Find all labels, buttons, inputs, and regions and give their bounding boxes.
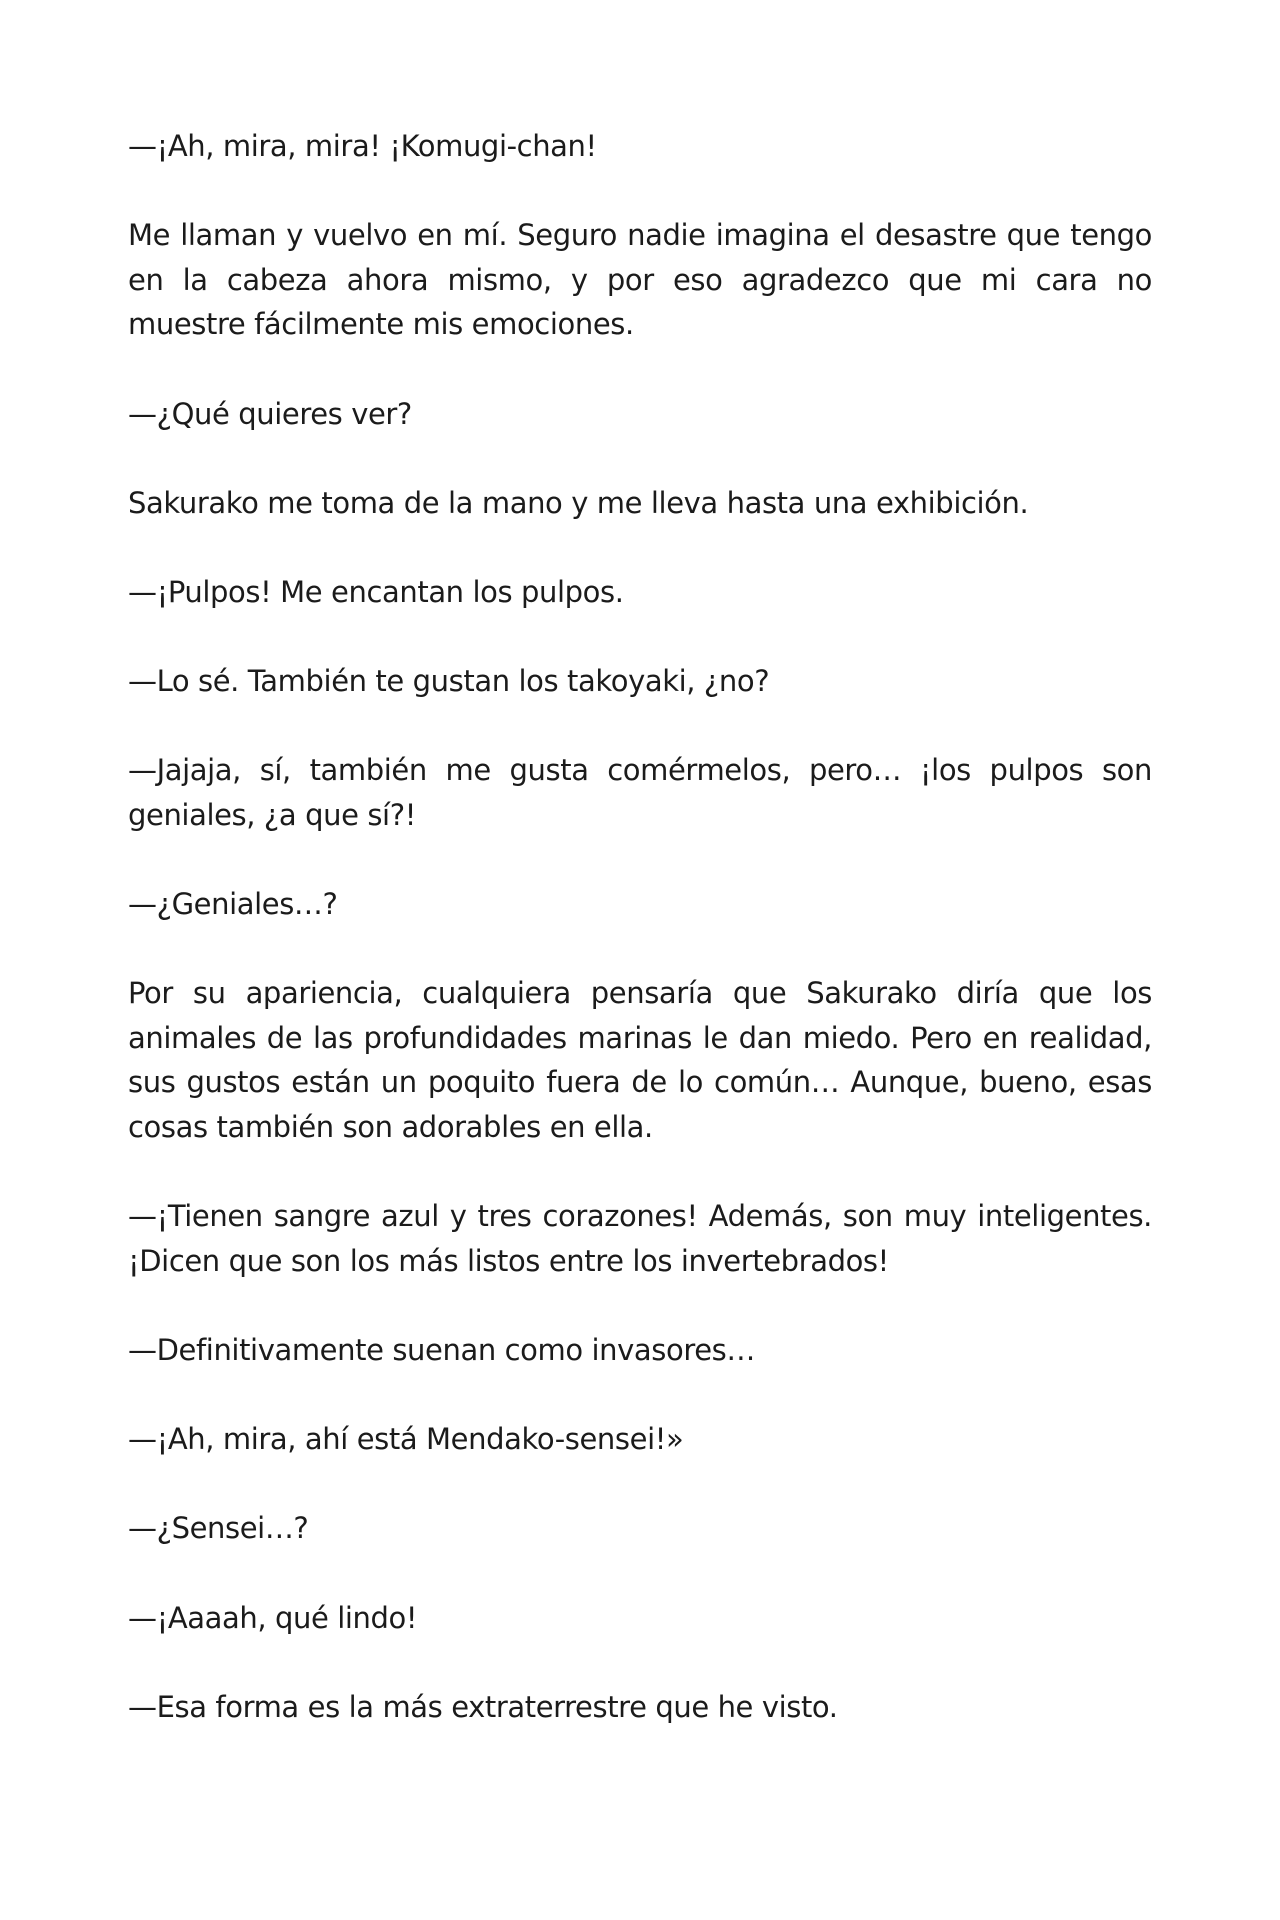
dialogue-paragraph: —¡Pulpos! Me encantan los pulpos. bbox=[128, 574, 624, 609]
dialogue-paragraph: —Lo sé. También te gustan los takoyaki, ¿no? bbox=[128, 664, 770, 699]
dialogue-paragraph: —¿Sensei…? bbox=[128, 1511, 309, 1546]
narration-paragraph: Me llaman y vuelvo en mí. Seguro nadie imagina el desastre que tengo en la cabeza ahora mismo, y por eso agradezco que mi cara no muestre fácilmente mis emociones. bbox=[128, 218, 1152, 342]
document-page bbox=[128, 124, 1152, 1774]
dialogue-paragraph: —¡Tienen sangre azul y tres corazones! Además, son muy inteligentes. ¡Dicen que son los más listos entre los invertebrados! bbox=[128, 1199, 1152, 1278]
dialogue-paragraph: —Definitivamente suenan como invasores… bbox=[128, 1333, 755, 1368]
dialogue-paragraph: —¿Qué quieres ver? bbox=[128, 396, 412, 431]
dialogue-paragraph: —¡Aaaah, qué lindo! bbox=[128, 1600, 418, 1635]
narration-paragraph: Por su apariencia, cualquiera pensaría que Sakurako diría que los animales de las profundidades marinas le dan miedo. Pero en realidad, sus gustos están un poquito fuera de lo común… Aunque, bueno, esas cosas también son adorables en ella. bbox=[128, 976, 1152, 1145]
dialogue-paragraph: —¿Geniales…? bbox=[128, 887, 338, 922]
narration-paragraph: Sakurako me toma de la mano y me lleva hasta una exhibición. bbox=[128, 485, 1029, 520]
dialogue-paragraph: —Esa forma es la más extraterrestre que he visto. bbox=[128, 1689, 838, 1724]
dialogue-paragraph: —Jajaja, sí, también me gusta comérmelos, pero… ¡los pulpos son geniales, ¿a que sí?! bbox=[128, 753, 1152, 832]
dialogue-paragraph: —¡Ah, mira, mira! ¡Komugi-chan! bbox=[128, 129, 597, 163]
dialogue-paragraph: —¡Ah, mira, ahí está Mendako-sensei!» bbox=[128, 1422, 684, 1457]
